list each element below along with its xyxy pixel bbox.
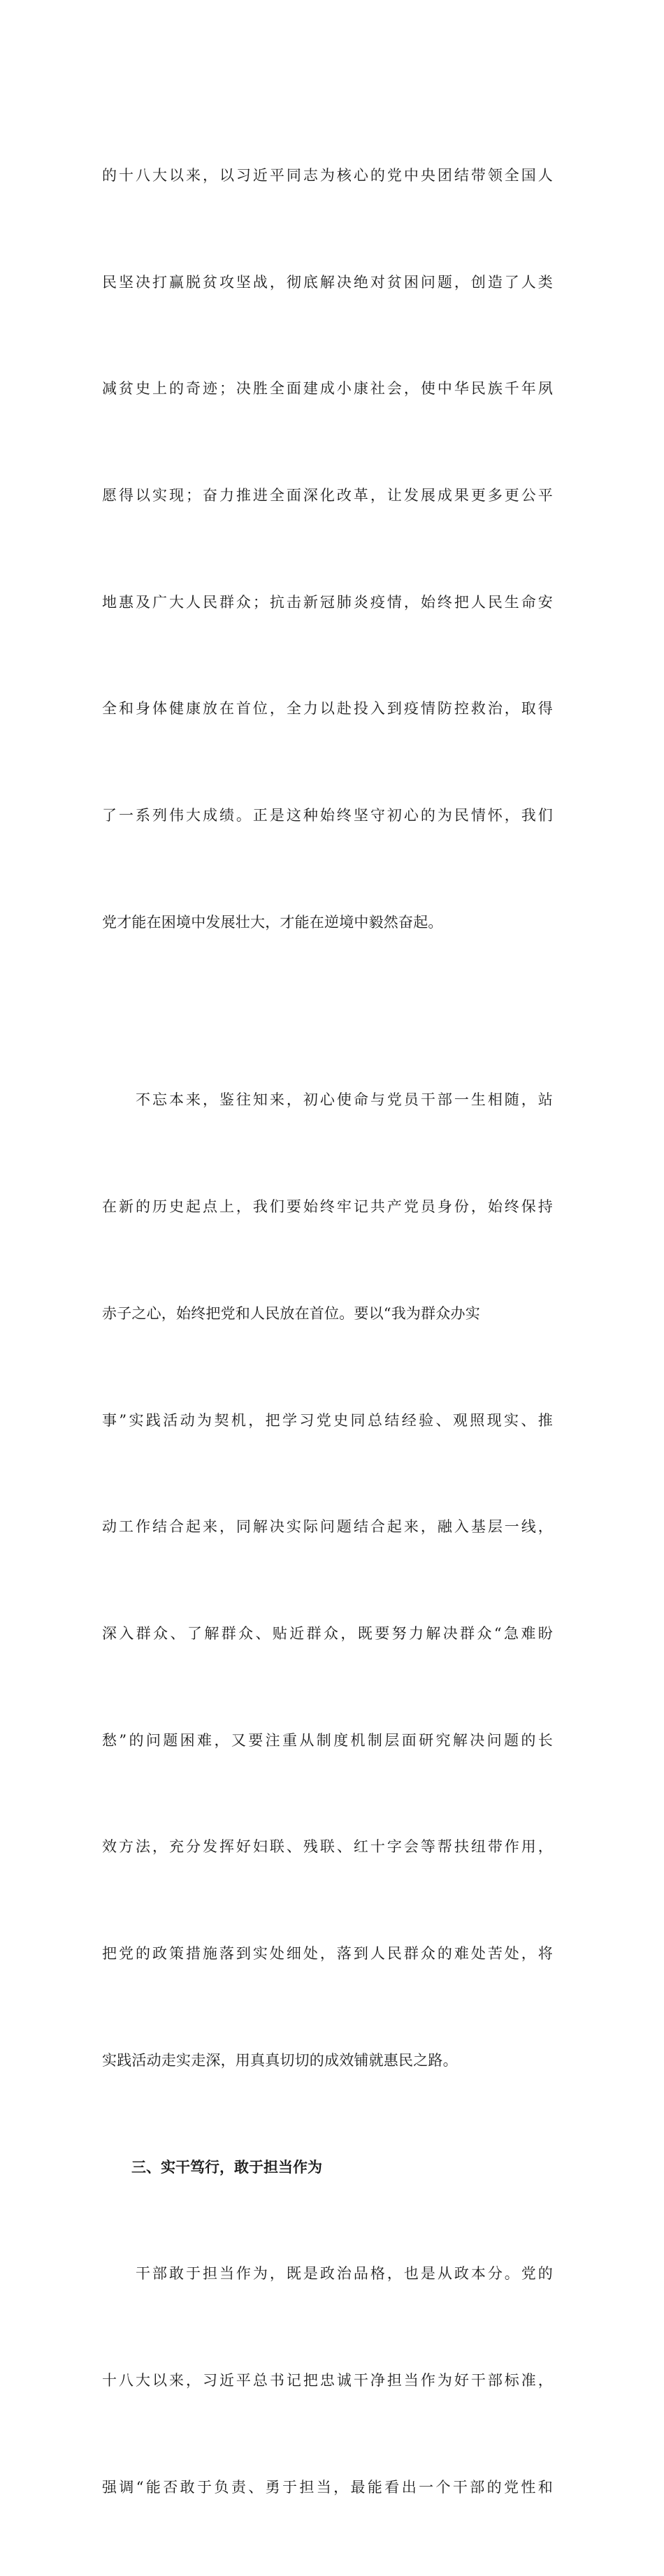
text-line: 在新的历史起点上，我们要始终牢记共产党员身份，始终保持 (102, 1198, 553, 1216)
text-line: 的十八大以来，以习近平同志为核心的党中央团结带领全国人 (102, 166, 553, 184)
text-line: 十八大以来，习近平总书记把忠诚干净担当作为好干部标准， (102, 2372, 553, 2389)
document-body (102, 87, 553, 2576)
text-line: 事”实践活动为契机，把学习党史同总结经验、观照现实、推 (102, 1411, 553, 1429)
text-line: 愿得以实现；奋力推进全面深化改革，让发展成果更多更公平 (102, 486, 553, 504)
text-line: 愁”的问题困难，又要注重从制度机制层面研究解决问题的长 (102, 1731, 553, 1749)
text-line: 深入群众、了解群众、贴近群众，既要努力解决群众“急难盼 (102, 1624, 553, 1642)
text-line: 强调“能否敢于负责、勇于担当，最能看出一个干部的党性和 (102, 2478, 553, 2496)
paragraph-3 (102, 2185, 553, 2576)
text-line: 把党的政策措施落到实处细处，落到人民群众的难处苦处，将 (102, 1945, 553, 1963)
text-line: 不忘本来，鉴往知来，初心使命与党员干部一生相随，站 (102, 1091, 553, 1109)
text-line: 赤子之心，始终把党和人民放在首位。要以“我为群众办实 (102, 1304, 480, 1322)
text-line: 地惠及广大人民群众；抗击新冠肺炎疫情，始终把人民生命安 (102, 593, 553, 611)
paragraph-2 (102, 1012, 553, 2150)
text-line: 干部敢于担当作为，既是政治品格，也是从政本分。党的 (102, 2265, 553, 2283)
section-heading: 三、实干笃行，敢于担当作为 (102, 2157, 322, 2176)
text-line: 动工作结合起来，同解决实际问题结合起来，融入基层一线， (102, 1518, 553, 1536)
text-line: 了一系列伟大成绩。正是这种始终坚守初心的为民情怀，我们 (102, 807, 553, 824)
text-line: 全和身体健康放在首位，全力以赴投入到疫情防控救治，取得 (102, 700, 553, 718)
paragraph-1 (102, 87, 553, 1012)
text-line: 实践活动走实走深，用真真切切的成效铺就惠民之路。 (102, 2051, 458, 2069)
text-line: 民坚决打赢脱贫攻坚战，彻底解决绝对贫困问题，创造了人类 (102, 273, 553, 291)
text-line: 效方法，充分发挥好妇联、残联、红十字会等帮扶纽带作用， (102, 1838, 553, 1856)
text-line: 党才能在困境中发展壮大，才能在逆境中毅然奋起。 (102, 913, 443, 931)
text-line: 减贫史上的奇迹；决胜全面建成小康社会，使中华民族千年夙 (102, 380, 553, 398)
